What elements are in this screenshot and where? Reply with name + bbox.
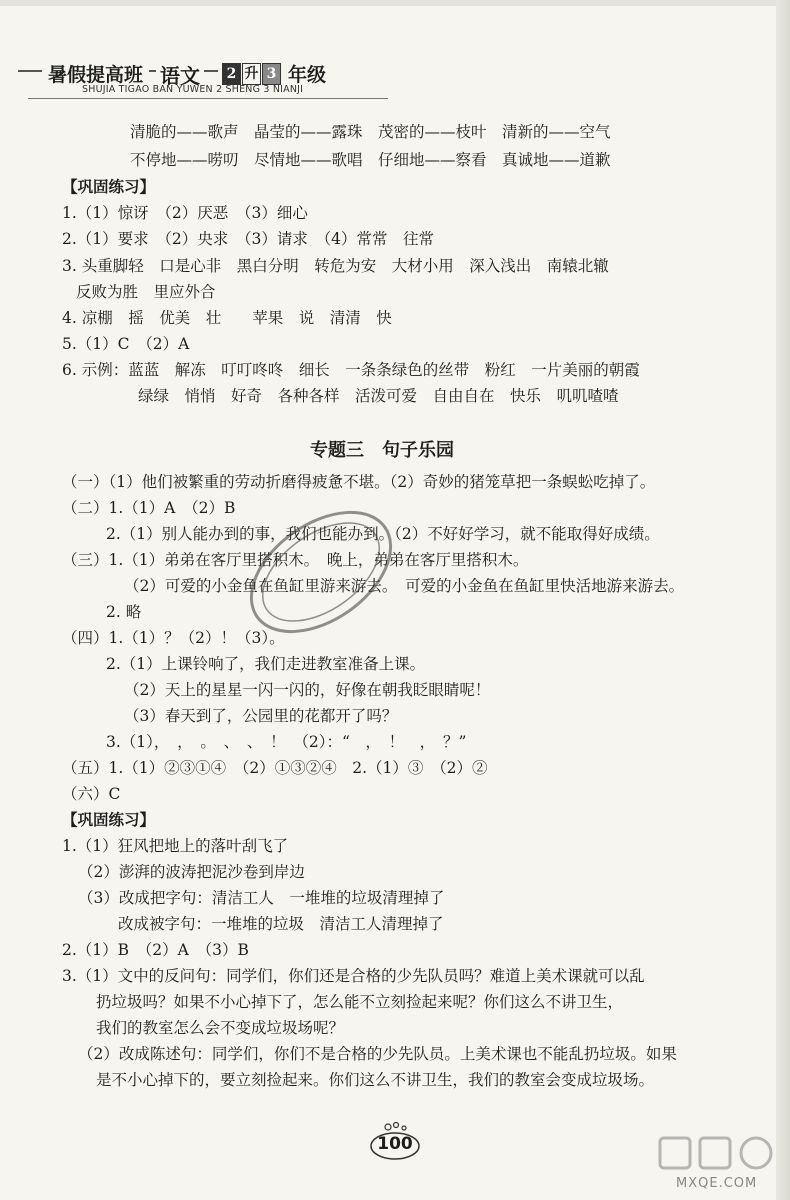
- answer-line: （2）改成陈述句：同学们，你们不是合格的少先队员。上美术课也不能乱扔垃圾。如果: [78, 1045, 677, 1063]
- answer-line: 我们的教室怎么会不变成垃圾场呢？: [96, 1019, 345, 1037]
- answer-line: 1.（1）狂风把地上的落叶刮飞了: [62, 837, 289, 855]
- answer-line: （六）C: [62, 785, 121, 803]
- answer-line: （四）1.（1）？（2）！（3）。: [62, 629, 285, 647]
- subject-title: 语文: [156, 60, 204, 89]
- answer-line: 3.（1）， ， 。 、 、 ！ （2）：“ ， ！ ， ？”: [106, 733, 467, 751]
- answer-line: （五）1.（1）②③①④ （2）①③②④ 2.（1）③ （2）②: [62, 759, 488, 777]
- answer-line: （3）春天到了，公园里的花都开了吗？: [124, 707, 398, 725]
- answer-line: 清脆的——歌声 晶莹的——露珠 茂密的——枝叶 清新的——空气: [130, 123, 611, 141]
- answer-line: （3）改成把字句：清洁工人 一堆堆的垃圾清理掉了: [78, 889, 445, 907]
- answer-line: （三）1.（1）弟弟在客厅里搭积木。 晚上，弟弟在客厅里搭积木。: [62, 551, 529, 569]
- answer-line: 3. 头重脚轻 口是心非 黑白分明 转危为安 大材小用 深入浅出 南辕北辙: [62, 257, 609, 275]
- answer-line: （2）澎湃的波涛把泥沙卷到岸边: [78, 863, 305, 881]
- grade-word: 年级: [288, 64, 327, 86]
- answer-line: 扔垃圾吗？如果不小心掉下了，怎么能不立刻捡起来呢？你们这么不讲卫生，: [96, 993, 624, 1011]
- grade-arrow: 升: [242, 63, 261, 85]
- answer-line: （2）天上的星星一闪一闪的，好像在朝我眨眼睛呢！: [124, 681, 491, 699]
- page-binding-edge: [776, 0, 790, 1200]
- page-number: 100: [377, 1134, 413, 1154]
- header-pinyin: SHUJIA TIGAO BAN YUWEN 2 SHENG 3 NIANJI: [82, 84, 304, 95]
- answer-line: 是不小心掉下的，要立刻捡起来。你们这么不讲卫生，我们的教室会变成垃圾场。: [96, 1071, 655, 1089]
- answer-line: （二）1.（1）A （2）B: [62, 499, 236, 517]
- answer-line: （一）（1）他们被繁重的劳动折磨得疲惫不堪。（2）奇妙的猪笼草把一条蜈蚣吃掉了。: [62, 473, 656, 491]
- answer-line: 6. 示例：蓝蓝 解冻 叮叮咚咚 细长 一条条绿色的丝带 粉红 一片美丽的朝霞: [62, 361, 640, 379]
- answer-line: 反败为胜 里应外合: [76, 283, 216, 301]
- grade-from: 2: [222, 63, 241, 85]
- page-number-badge: [366, 1120, 424, 1162]
- page-top-edge: [0, 0, 790, 6]
- header-underline: [28, 98, 388, 99]
- answer-line: 4. 凉棚 摇 优美 壮 苹果 说 清清 快: [62, 309, 392, 327]
- answer-line: 绿绿 悄悄 好奇 各种各样 活泼可爱 自由自在 快乐 叽叽喳喳: [138, 387, 619, 405]
- watermark-site: MXQE.COM: [676, 1176, 758, 1191]
- answer-line: 5.（1）C （2）A: [62, 335, 190, 353]
- section-heading: 【巩固练习】: [62, 177, 156, 196]
- section-heading: 【巩固练习】: [62, 810, 156, 829]
- answer-line: 2.（1）B （2）A （3）B: [62, 941, 249, 959]
- answer-line: 3.（1）文中的反问句：同学们，你们还是合格的少先队员吗？难道上美术课就可以乱: [62, 967, 645, 985]
- answer-line: （2）可爱的小金鱼在鱼缸里游来游去。 可爱的小金鱼在鱼缸里快活地游来游去。: [124, 577, 685, 595]
- page-header: [18, 52, 778, 102]
- answer-line: 2.（1）别人能办到的事，我们也能办到。（2）不好好学习，就不能取得好成绩。: [106, 525, 660, 543]
- answer-line: 2.（1）上课铃响了，我们走进教室准备上课。: [106, 655, 426, 673]
- book-series-title: 暑假提高班: [42, 60, 149, 87]
- answer-line: 2. 略: [106, 603, 142, 621]
- answer-line: 不停地——唠叨 尽情地——歌唱 仔细地——察看 真诚地——道歉: [130, 151, 611, 169]
- grade-to: 3: [262, 63, 281, 85]
- topic-title: 专题三 句子乐园: [310, 440, 454, 461]
- answer-line: 1.（1）惊讶 （2）厌恶 （3）细心: [62, 204, 308, 222]
- answer-line: 2.（1）要求 （2）央求 （3）请求 （4）常常 往常: [62, 230, 434, 248]
- stamp-watermark: [236, 492, 406, 652]
- answer-line: 改成被字句：一堆堆的垃圾 清洁工人清理掉了: [118, 915, 444, 933]
- grade-badge: [218, 60, 330, 87]
- site-logo-watermark: [656, 1130, 776, 1176]
